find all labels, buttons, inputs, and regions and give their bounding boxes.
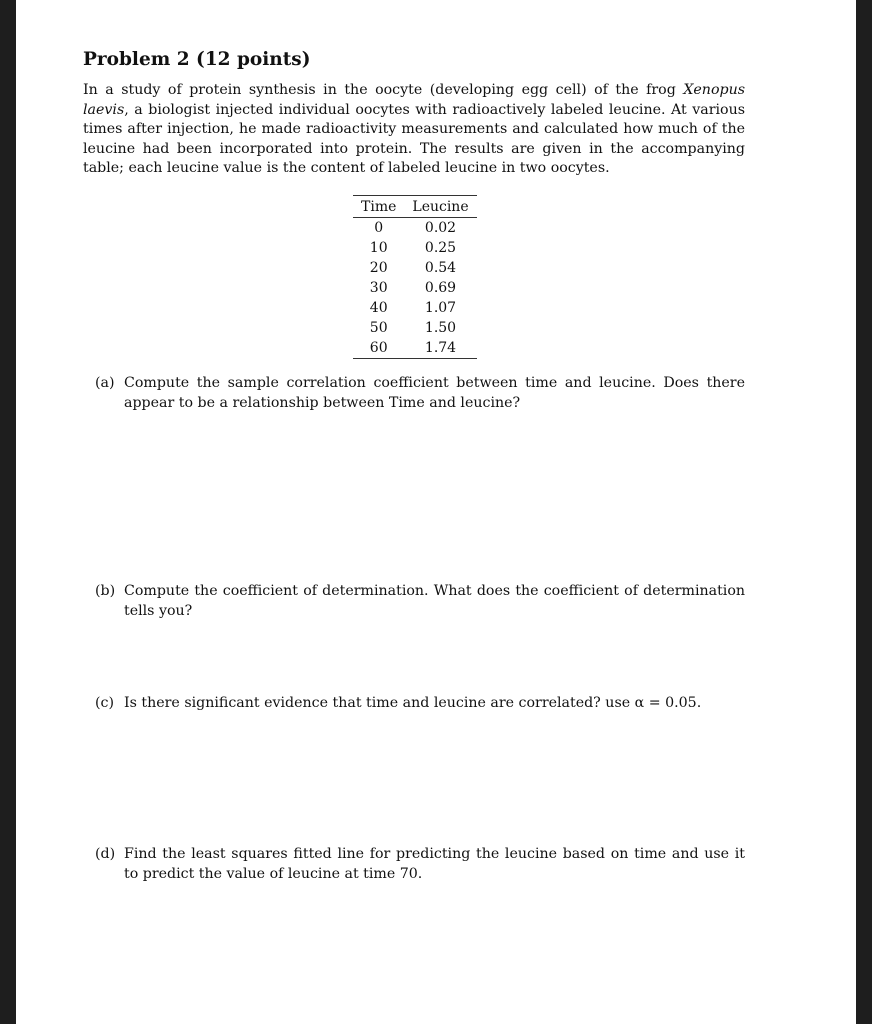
question-b (95, 582, 745, 621)
table-header-row (353, 196, 477, 218)
species-name: Xenopus laevis (83, 82, 745, 118)
cell-time: 20 (369, 260, 388, 276)
question-b-label: (b) (95, 583, 116, 599)
cell-time: 40 (369, 300, 388, 316)
header-time: Time (353, 196, 404, 218)
table-row (353, 318, 477, 338)
question-a-text: Compute the sample correlation coefficient between time and leucine. Does there appear to be a relationship between Time and leucine? (124, 375, 745, 411)
header-leucine: Leucine (404, 196, 476, 218)
table-row (353, 218, 477, 239)
table-row (353, 238, 477, 258)
problem-title: Problem 2 (12 points) (83, 49, 311, 70)
question-a-label: (a) (95, 375, 115, 391)
cell-leucine: 0.25 (424, 240, 457, 256)
cell-leucine: 1.50 (424, 320, 457, 336)
table-row (353, 258, 477, 278)
table-row (353, 298, 477, 318)
data-table (353, 195, 477, 359)
cell-time: 60 (369, 340, 388, 356)
cell-leucine: 1.07 (424, 300, 457, 316)
problem-content (83, 48, 745, 882)
table-row (353, 278, 477, 298)
question-d-text: Find the least squares fitted line for predicting the leucine based on time and use it to predict the value of leucine at time 70. (124, 846, 745, 882)
data-table-container (353, 195, 477, 359)
question-a (95, 374, 745, 413)
question-d-label: (d) (95, 846, 116, 862)
cell-leucine: 0.02 (424, 220, 457, 236)
problem-intro (83, 81, 745, 179)
cell-leucine: 1.74 (424, 340, 457, 356)
cell-time: 10 (369, 240, 388, 256)
question-b-text: Compute the coefficient of determination. What does the coefficient of determination tells you? (124, 583, 745, 619)
cell-leucine: 0.54 (424, 260, 457, 276)
cell-time: 0 (374, 220, 384, 236)
intro-text-2: , a biologist injected individual oocytes with radioactively labeled leucine. At various times after injection, he made radioactivity measurements and calculated how much of the leucine had been incorporated into protein. The results are given in the accompanying table; each leucine value is the content of labeled leucine in two oocytes. (83, 101, 745, 177)
intro-text-1: In a study of protein synthesis in the oocyte (developing egg cell) of the frog (83, 82, 684, 99)
question-d (95, 845, 745, 884)
question-c-text: Is there significant evidence that time and leucine are correlated? use α = 0.05. (124, 695, 702, 711)
cell-leucine: 0.69 (424, 280, 457, 296)
cell-time: 30 (369, 280, 388, 296)
cell-time: 50 (369, 320, 388, 336)
table-row (353, 338, 477, 359)
document-page (16, 0, 856, 1024)
question-c (95, 694, 745, 714)
question-c-label: (c) (95, 695, 115, 711)
